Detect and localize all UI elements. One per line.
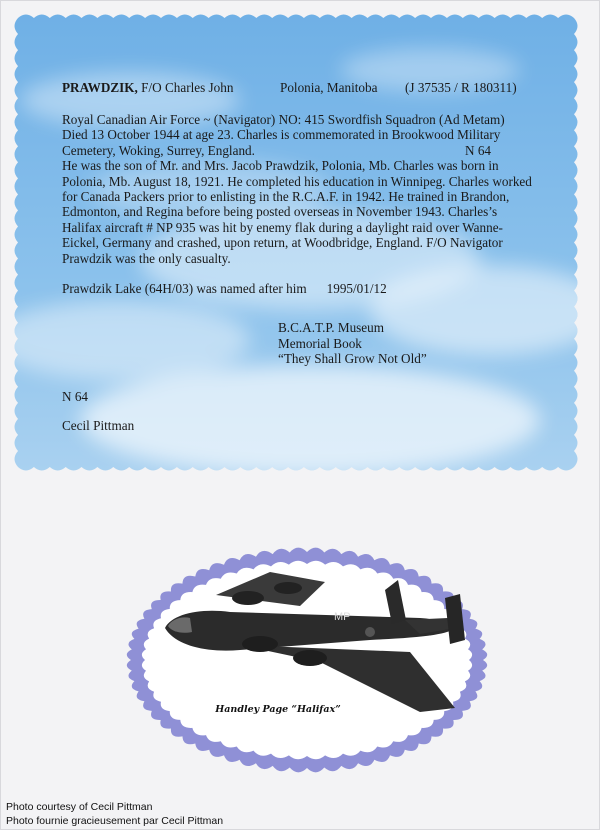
museum-name: B.C.A.T.P. Museum [278,320,384,336]
rank-given-names: F/O Charles John [137,80,234,95]
hometown: Polonia, Manitoba [280,80,378,95]
map-ref-right: N 64 [465,142,492,158]
bio-line: He was the son of Mr. and Mrs. Jacob Prawdzik, Polonia, Mb. Charles was born in [62,158,499,174]
aircraft-photo-card [120,540,495,780]
credit-french: Photo fournie gracieusement par Cecil Pittman [6,815,224,827]
bio-line: Prawdzik was the only casualty. [62,250,231,266]
fuselage-code: MP [334,611,351,623]
surname: PRAWDZIK, [62,80,138,95]
death-line: Died 13 October 1944 at age 23. Charles is commemorated in Brookwood Military [62,127,501,143]
name-line [62,80,542,96]
bio-line: Eickel, Germany and crashed, upon return, at Woodbridge, England. F/O Navigator [62,235,503,251]
cemetery-line: Cemetery, Woking, Surrey, England. N 64 [62,142,492,158]
bio-line: Edmonton, and Regina before being posted overseas in November 1943. Charles’s [62,204,498,220]
lake-date: 1995/01/12 [326,281,387,297]
service-numbers: (J 37535 / R 180311) [405,80,517,95]
bio-line: Halifax aircraft # NP 935 was hit by enemy flak during a daylight raid over Wanne- [62,219,503,235]
map-ref-left: N 64 [62,388,89,404]
book-title: “They Shall Grow Not Old” [278,351,427,367]
bio-line: for Canada Packers prior to enlisting in the R.C.A.F. in 1942. He trained in Brandon, [62,189,510,205]
card-text [62,80,542,434]
credit-english: Photo courtesy of Cecil Pittman [6,801,153,813]
photo-caption: Handley Page “Halifax” [215,704,341,715]
contributor: Cecil Pittman [62,418,135,434]
lake-line [62,281,542,296]
lake-text: Prawdzik Lake (64H/03) was named after him [62,281,307,297]
memorial-book: Memorial Book [278,335,362,351]
bio-line: Polonia, Mb. August 18, 1921. He completed his education in Winnipeg. Charles worked [62,173,532,189]
photo-credits [6,800,223,828]
memorial-card [10,10,582,475]
service-line: Royal Canadian Air Force ~ (Navigator) NO: 415 Swordfish Squadron (Ad Metam) [62,112,505,127]
aircraft-photo [120,540,495,780]
museum-reference [278,320,542,366]
